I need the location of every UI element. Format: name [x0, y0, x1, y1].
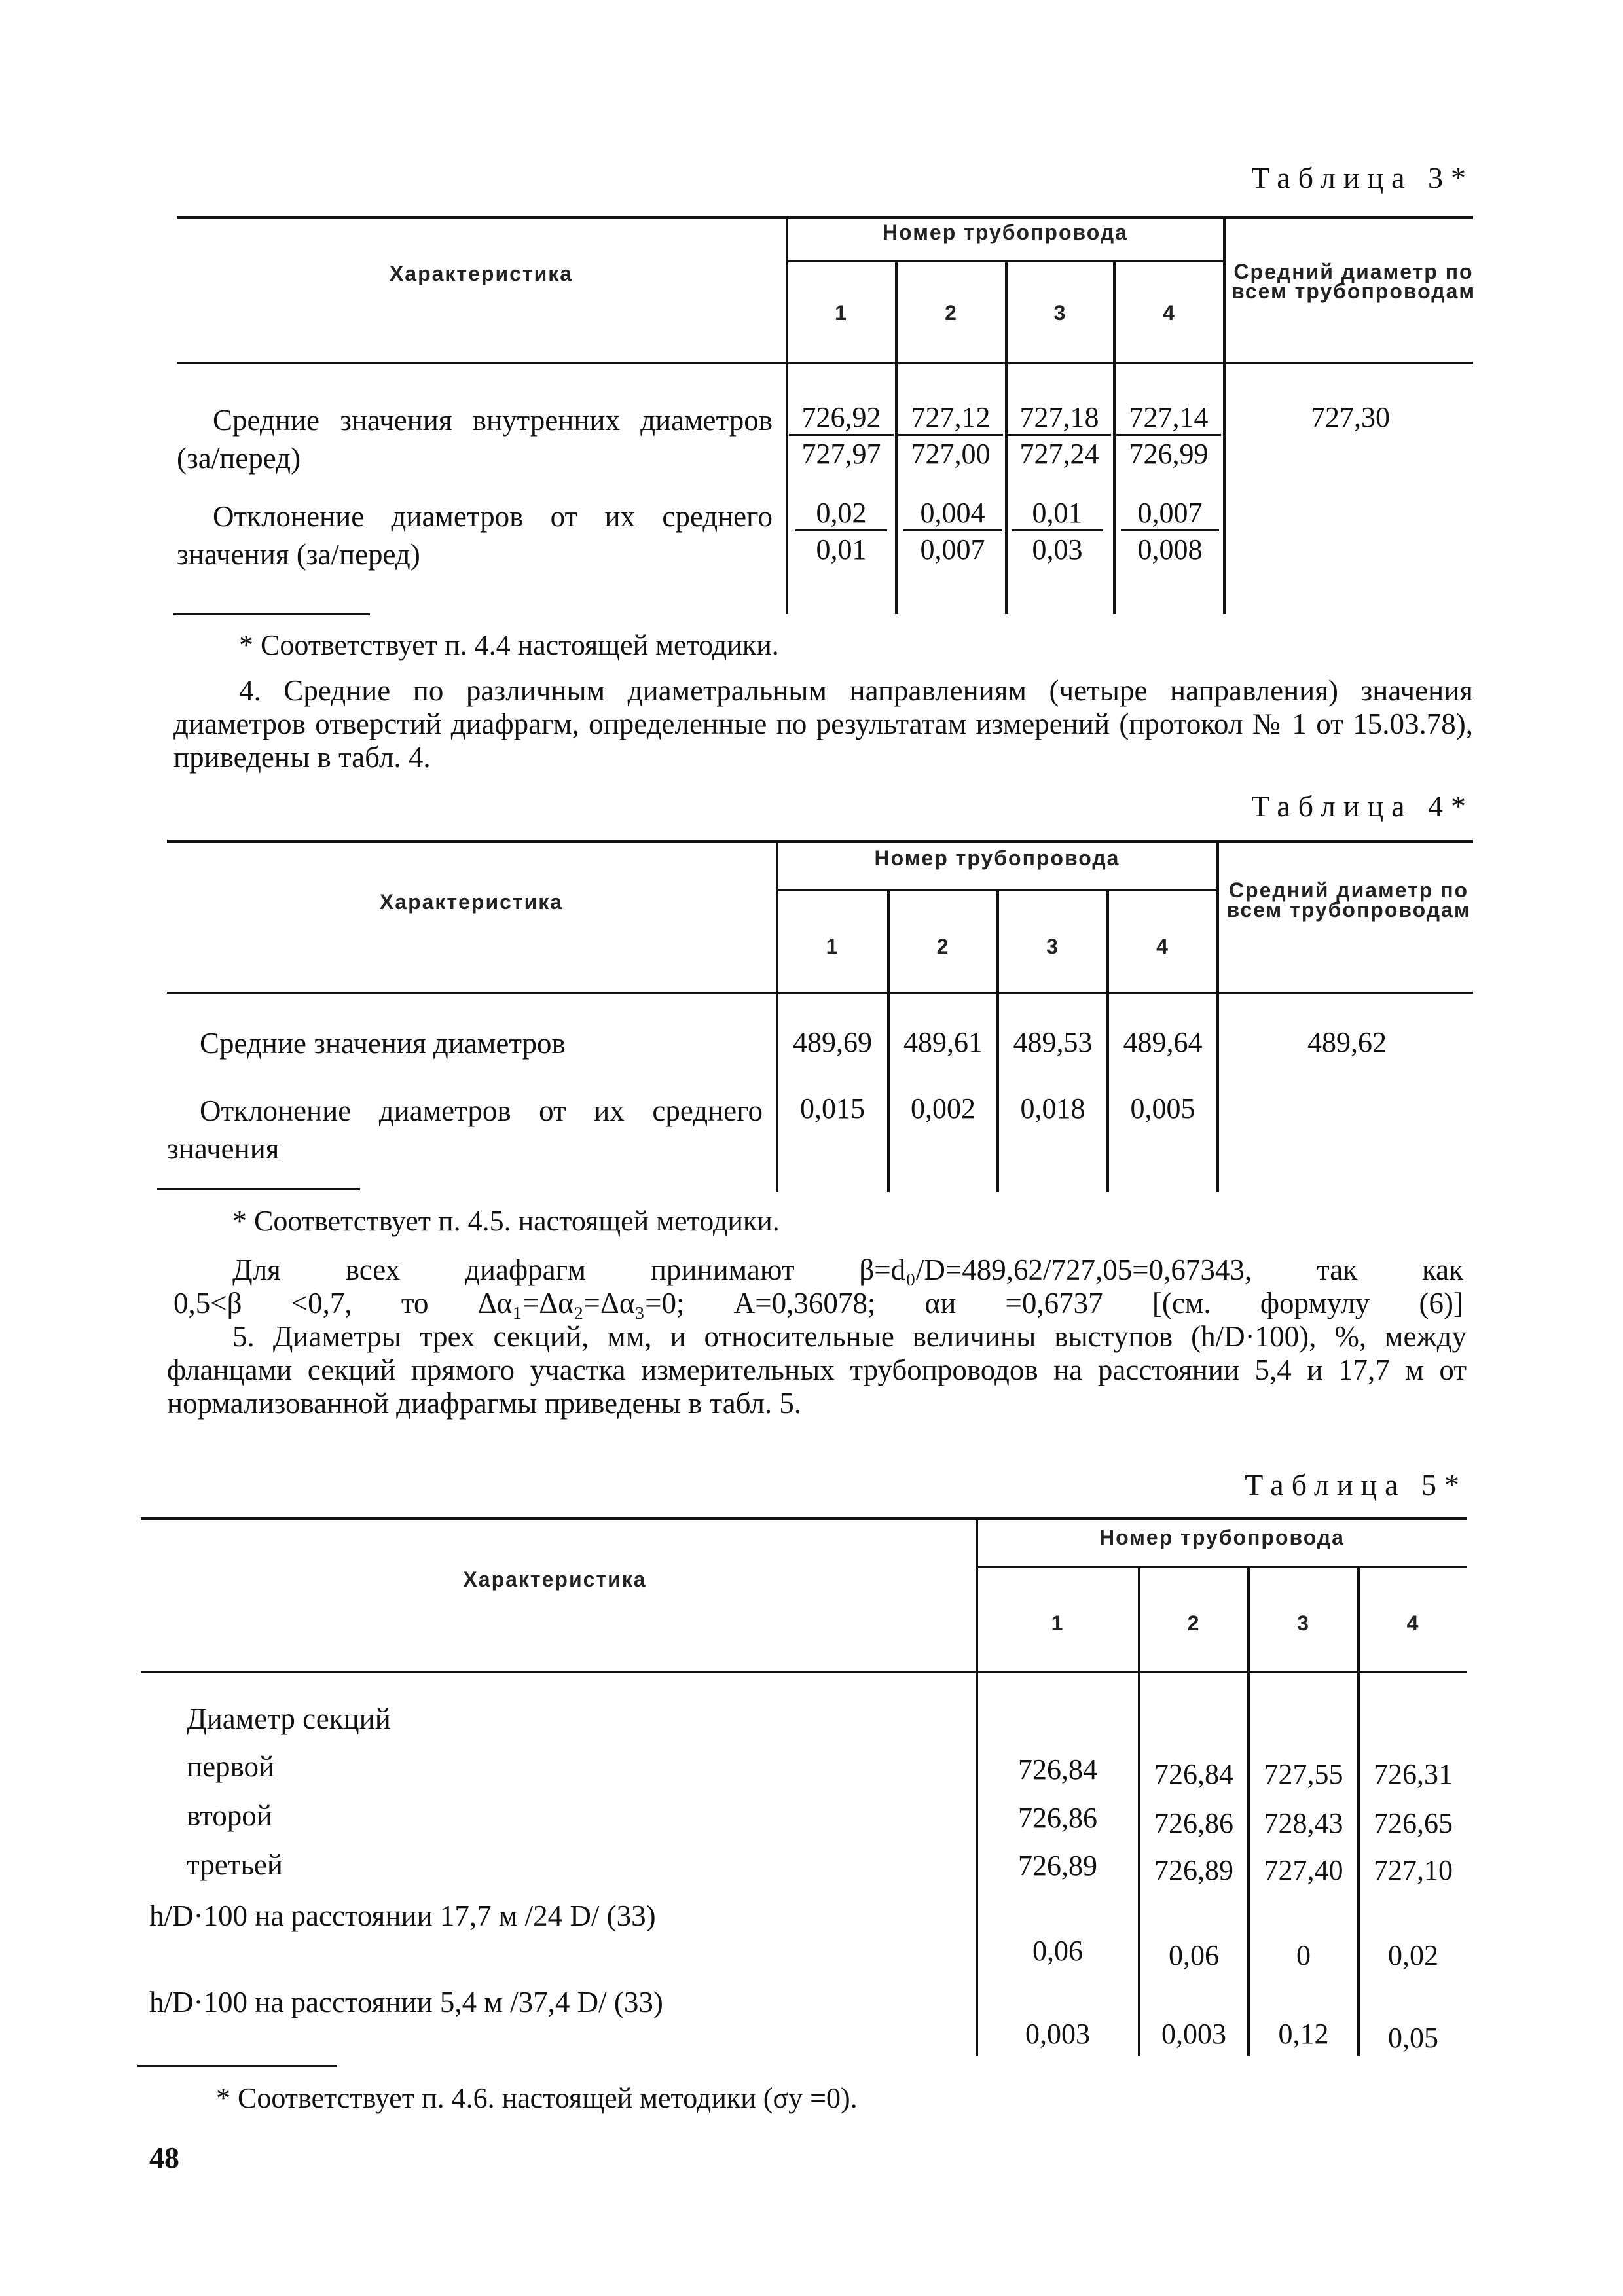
table5-r5-c3: 0,12	[1278, 2018, 1329, 2050]
table3-col-2: 2	[945, 301, 958, 325]
table5-header-characteristic: Характеристика	[463, 1568, 647, 1591]
table4-header-avg: Средний диаметр по всем трубопроводам	[1226, 878, 1471, 922]
table3-r1-c1-top: 726,92	[789, 401, 894, 436]
table3-header-rule	[177, 362, 1473, 364]
table5-col-1: 1	[1051, 1611, 1065, 1635]
table4-r2-c2: 0,002	[911, 1092, 976, 1124]
table5-r4-c2: 0,06	[1169, 1939, 1219, 1971]
table4-caption: Таблица 4*	[1251, 789, 1474, 823]
table5-caption: Таблица 5*	[1245, 1468, 1467, 1501]
table3-r1-c4-bottom: 726,99	[1129, 438, 1209, 470]
table3-r1-c3-bottom: 727,24	[1019, 438, 1099, 470]
table4-group-rule	[778, 889, 1216, 891]
table5-top-rule	[141, 1517, 1467, 1520]
paragraph-beta-line1: Для всех диафрагм принимают β=d₀/D=489,62/727,05=0,67343, так как	[232, 1253, 1463, 1286]
table3-r2-c3-bottom: 0,03	[1032, 533, 1083, 565]
table5-group-label: Диаметр секций	[187, 1702, 391, 1735]
table3-footnote-rule	[173, 613, 370, 615]
table4-vline	[776, 842, 778, 1192]
table3-r2-c4-top: 0,007	[1121, 496, 1219, 531]
table5-r3-c4: 727,10	[1374, 1854, 1453, 1886]
table3-r2-c2-top: 0,004	[903, 496, 1002, 531]
table3-r2-c4-bottom: 0,008	[1137, 533, 1203, 565]
table4-col-2: 2	[936, 935, 950, 958]
table3-r2-c1-bottom: 0,01	[816, 533, 867, 565]
table5-row5-label: h/D·100 на расстоянии 5,4 м /37,4 D/ (33)	[149, 1986, 663, 2018]
table3-r1-avg: 727,30	[1311, 401, 1390, 433]
table4-header-group: Номер трубопровода	[874, 846, 1120, 870]
table5-r1-c2: 726,84	[1154, 1758, 1233, 1790]
table4-r1-c3: 489,53	[1013, 1026, 1093, 1058]
table4-r1-c4: 489,64	[1123, 1026, 1203, 1058]
table5-r5-c1: 0,003	[1025, 2018, 1090, 2050]
table3-footnote: * Соответствует п. 4.4 настоящей методики.	[239, 629, 779, 661]
table5-r3-c2: 726,89	[1154, 1854, 1233, 1886]
table3-header-characteristic: Характеристика	[389, 262, 574, 285]
table4-header-characteristic: Характеристика	[379, 890, 564, 914]
table4-footnote-rule	[157, 1188, 360, 1190]
table5-r4-c4: 0,02	[1388, 1939, 1438, 1971]
paragraph-4: 4. Средние по различным диаметральным направлениям (четыре направления) значения диаметров отверстий диафрагм, определенные по результатам измерений (протокол № 1 от 15.03.78), приведены в табл. 4.	[173, 674, 1473, 774]
table3-r1-c2-bottom: 727,00	[911, 438, 991, 470]
table5-vline	[976, 1519, 978, 2056]
table3-r1-c1-bottom: 727,97	[801, 438, 881, 470]
table5-row4-label: h/D·100 на расстоянии 17,7 м /24 D/ (33)	[149, 1899, 656, 1932]
table5-footnote-rule	[137, 2065, 337, 2067]
table3-vline	[1223, 218, 1226, 614]
table4-r1-c2: 489,61	[903, 1026, 983, 1058]
table5-row1-label: первой	[187, 1750, 275, 1783]
table4-r2-c4: 0,005	[1130, 1092, 1195, 1124]
paragraph-5: 5. Диаметры трех секций, мм, и относительные величины выступов (h/D·100), %, между фланцами секций прямого участка измерительных трубопроводов на расстоянии 5,4 и 17,7 м от нормализованной диафрагмы приведены в табл. 5.	[167, 1320, 1467, 1420]
table5-r2-c3: 728,43	[1264, 1807, 1343, 1839]
table5-col-3: 3	[1297, 1611, 1310, 1635]
table5-group-rule	[977, 1566, 1467, 1568]
table5-r2-c1: 726,86	[1018, 1802, 1097, 1834]
table4-footnote: * Соответствует п. 4.5. настоящей методики.	[232, 1205, 780, 1237]
table3-r2-c1-top: 0,02	[795, 496, 887, 531]
table5-header-rule	[141, 1671, 1467, 1673]
table3-r2-c2-bottom: 0,007	[920, 533, 985, 565]
table5-col-2: 2	[1187, 1611, 1201, 1635]
table3-r1-c3-top: 727,18	[1008, 401, 1111, 436]
table3-row1-label: Средние значения внутренних диаметров (за/перед)	[177, 404, 773, 475]
table4-top-rule	[167, 840, 1473, 843]
table5-row2-label: второй	[187, 1799, 272, 1832]
table3-group-rule	[788, 260, 1223, 262]
table5-r3-c3: 727,40	[1264, 1854, 1343, 1886]
table3-vline	[786, 218, 788, 614]
table3-col-1: 1	[835, 301, 848, 325]
table3-col-3: 3	[1053, 301, 1067, 325]
table3-header-avg: Средний диаметр по всем трубопроводам	[1231, 260, 1476, 303]
paragraph-beta-line2: 0,5<β <0,7, то Δα₁=Δα₂=Δα₃=0; A=0,36078; αи =0,6737 [(см. формулу (6)]	[173, 1287, 1463, 1319]
table5-r3-c1: 726,89	[1018, 1850, 1097, 1882]
table5-r2-c2: 726,86	[1154, 1807, 1233, 1839]
table4-r1-c1: 489,69	[793, 1026, 872, 1058]
table5-r1-c4: 726,31	[1374, 1758, 1453, 1790]
table3-r2-c3-top: 0,01	[1012, 496, 1103, 531]
table4-col-4: 4	[1156, 935, 1169, 958]
table3-header-group: Номер трубопровода	[883, 221, 1128, 244]
table3-top-rule	[177, 216, 1473, 219]
table3-row2-label: Отклонение диаметров от их среднего значения (за/перед)	[177, 500, 773, 571]
table5-r4-c3: 0	[1296, 1939, 1311, 1971]
table5-footnote: * Соответствует п. 4.6. настоящей методики (σу =0).	[216, 2082, 858, 2114]
table4-r1-avg: 489,62	[1307, 1026, 1387, 1058]
table3-r1-c2-top: 727,12	[898, 401, 1003, 436]
table5-row3-label: третьей	[187, 1848, 283, 1881]
table5-r5-c2: 0,003	[1161, 2018, 1226, 2050]
table3-r1-c4-top: 727,14	[1116, 401, 1221, 436]
table5-r4-c1: 0,06	[1032, 1935, 1083, 1967]
table5-col-4: 4	[1406, 1611, 1420, 1635]
table5-r1-c3: 727,55	[1264, 1758, 1343, 1790]
table4-vline	[1216, 842, 1219, 1192]
table4-r2-c1: 0,015	[800, 1092, 865, 1124]
table4-row2-label: Отклонение диаметров от их среднего значения	[167, 1094, 763, 1165]
table3-caption: Таблица 3*	[1251, 161, 1474, 194]
table5-r5-c4: 0,05	[1388, 2022, 1438, 2054]
table5-header-group: Номер трубопровода	[1099, 1526, 1345, 1549]
table3-col-4: 4	[1163, 301, 1176, 325]
table4-r2-c3: 0,018	[1020, 1092, 1085, 1124]
page-number: 48	[149, 2141, 179, 2174]
table5-r1-c1: 726,84	[1018, 1753, 1097, 1785]
table4-header-rule	[167, 992, 1473, 994]
table4-row1-label: Средние значения диаметров	[200, 1027, 566, 1060]
table4-col-3: 3	[1046, 935, 1059, 958]
table4-col-1: 1	[826, 935, 839, 958]
table5-r2-c4: 726,65	[1374, 1807, 1453, 1839]
